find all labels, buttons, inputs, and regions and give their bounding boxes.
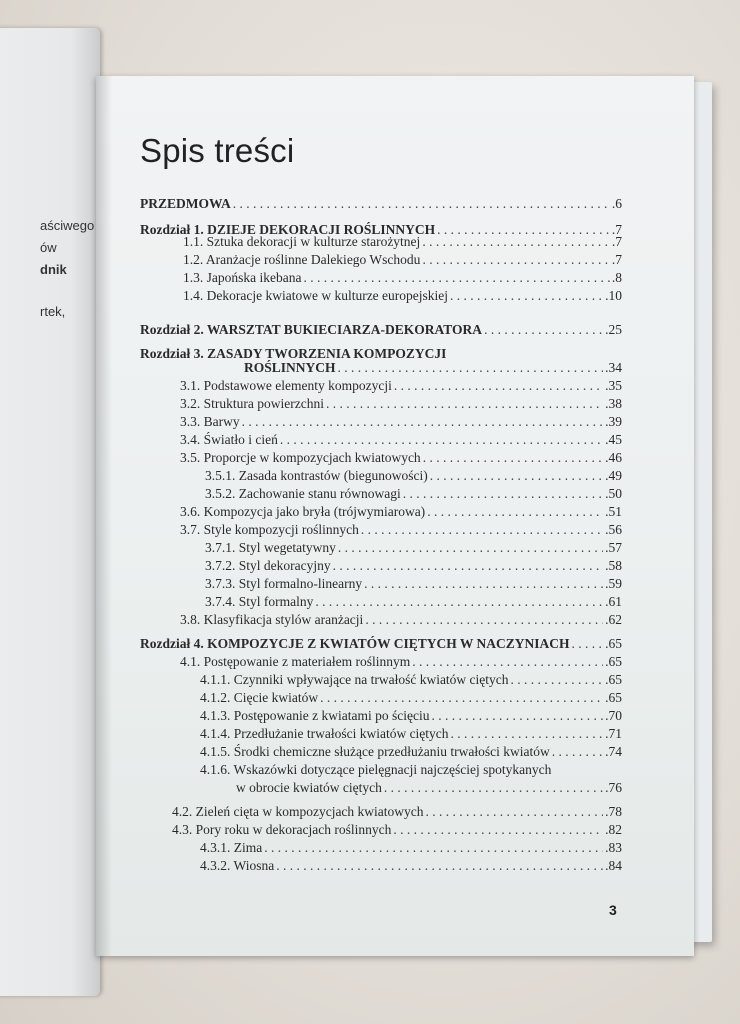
toc-dot-leader bbox=[572, 636, 604, 652]
toc-entry bbox=[200, 858, 622, 874]
toc-entry bbox=[205, 468, 622, 484]
toc-entry-page: .51 bbox=[605, 504, 622, 519]
toc-dot-leader bbox=[320, 690, 603, 706]
toc-entry bbox=[244, 360, 622, 376]
toc-dot-leader bbox=[431, 708, 603, 724]
toc-entry-page: .35 bbox=[605, 378, 622, 393]
toc-entry bbox=[172, 822, 622, 838]
toc-entry-page: .7 bbox=[611, 252, 622, 267]
toc-entry bbox=[200, 708, 622, 724]
toc-dot-leader bbox=[326, 396, 603, 412]
toc-dot-leader bbox=[361, 522, 603, 538]
toc-dot-leader bbox=[412, 654, 603, 670]
toc-entry bbox=[180, 504, 622, 520]
left-page-fragment: dnik bbox=[40, 262, 67, 277]
toc-entry-label: 3.7.4. Styl formalny bbox=[205, 594, 314, 609]
toc-entry-label: PRZEDMOWA bbox=[140, 196, 231, 211]
toc-entry-label: Rozdział 4. KOMPOZYCJE Z KWIATÓW CIĘTYCH W NACZYNIACH bbox=[140, 636, 570, 651]
toc-dot-leader bbox=[451, 726, 604, 742]
left-page-fragment: aściwego bbox=[40, 218, 95, 233]
toc-entry bbox=[180, 378, 622, 394]
toc-dot-leader bbox=[403, 486, 603, 502]
toc-entry-page: .84 bbox=[605, 858, 622, 873]
toc-entry-page: .38 bbox=[605, 396, 622, 411]
toc-entry bbox=[180, 522, 622, 538]
toc-dot-leader bbox=[484, 322, 603, 338]
toc-entry-label: Rozdział 1. DZIEJE DEKORACJI ROŚLINNYCH bbox=[140, 222, 436, 237]
toc-dot-leader bbox=[364, 576, 603, 592]
toc-entry bbox=[200, 672, 622, 688]
toc-entry-page: .6 bbox=[611, 196, 622, 211]
toc-entry-label: w obrocie kwiatów ciętych bbox=[236, 780, 382, 795]
toc-entry-label: 1.2. Aranżacje roślinne Dalekiego Wschodu bbox=[183, 252, 421, 267]
toc-entry bbox=[183, 288, 622, 304]
toc-entry-page: .74 bbox=[605, 744, 622, 759]
toc-dot-leader bbox=[242, 414, 604, 430]
toc-entry-label: 1.4. Dekoracje kwiatowe w kulturze europejskiej bbox=[183, 288, 449, 303]
toc-dot-leader bbox=[333, 558, 604, 574]
left-page-fragment: rtek, bbox=[40, 304, 66, 319]
toc-entry-label: 3.7.1. Styl wegetatywny bbox=[205, 540, 336, 555]
toc-entry-page: .70 bbox=[605, 708, 622, 723]
toc-entry-label: 3.4. Światło i cień bbox=[180, 432, 278, 447]
toc-entry-page: .7 bbox=[611, 234, 622, 249]
toc-dot-leader bbox=[430, 468, 603, 484]
toc-entry-label: 3.7.3. Styl formalno-linearny bbox=[205, 576, 363, 591]
toc-entry-page: .61 bbox=[605, 594, 622, 609]
page-title: Spis treści bbox=[140, 132, 295, 169]
toc-dot-leader bbox=[365, 612, 603, 628]
toc-entry bbox=[172, 804, 622, 820]
toc-dot-leader bbox=[422, 252, 609, 268]
toc-dot-leader bbox=[264, 840, 603, 856]
toc-entry bbox=[180, 450, 622, 466]
page-number: 3 bbox=[609, 902, 617, 918]
toc-entry bbox=[200, 762, 551, 778]
toc-entry-label: 4.3.1. Zima bbox=[200, 840, 263, 855]
toc-entry bbox=[205, 558, 622, 574]
toc-entry-label: Rozdział 3. ZASADY TWORZENIA KOMPOZYCJI bbox=[140, 346, 447, 361]
toc-entry-page: .8 bbox=[611, 270, 622, 285]
toc-dot-leader bbox=[338, 360, 604, 376]
toc-entry-label: 4.1.2. Cięcie kwiatów bbox=[200, 690, 319, 705]
toc-entry-label: 4.1.5. Środki chemiczne służące przedłużaniu trwałości kwiatów bbox=[200, 744, 550, 759]
toc-entry-label: 3.6. Kompozycja jako bryła (trójwymiarowa) bbox=[180, 504, 426, 519]
toc-entry-label: 3.2. Struktura powierzchni bbox=[180, 396, 324, 411]
toc-entry-page: .50 bbox=[605, 486, 622, 501]
toc-entry-page: .34 bbox=[605, 360, 622, 375]
toc-entry-page: .56 bbox=[605, 522, 622, 537]
toc-entry-page: .39 bbox=[605, 414, 622, 429]
toc-entry-label: 3.7.2. Styl dekoracyjny bbox=[205, 558, 331, 573]
toc-entry-label: 3.8. Klasyfikacja stylów aranżacji bbox=[180, 612, 364, 627]
toc-entry-label: 4.1.4. Przedłużanie trwałości kwiatów ciętych bbox=[200, 726, 449, 741]
toc-entry-label: 4.1.1. Czynniki wpływające na trwałość kwiatów ciętych bbox=[200, 672, 509, 687]
toc-entry bbox=[180, 612, 622, 628]
toc-entry-label: 3.7. Style kompozycji roślinnych bbox=[180, 522, 359, 537]
toc-entry bbox=[205, 486, 622, 502]
toc-entry-page: .71 bbox=[605, 726, 622, 741]
toc-dot-leader bbox=[280, 432, 603, 448]
toc-dot-leader bbox=[511, 672, 604, 688]
toc-entry bbox=[140, 636, 622, 652]
toc-entry-label: 1.1. Sztuka dekoracji w kulturze starożytnej bbox=[183, 234, 421, 249]
toc-entry-label: 4.2. Zieleń cięta w kompozycjach kwiatowych bbox=[172, 804, 424, 819]
toc-entry-label: 4.3. Pory roku w dekoracjach roślinnych bbox=[172, 822, 392, 837]
toc-entry-page: .83 bbox=[605, 840, 622, 855]
toc-entry-page: .46 bbox=[605, 450, 622, 465]
toc-dot-leader bbox=[338, 540, 603, 556]
toc-dot-leader bbox=[384, 780, 603, 796]
toc-entry bbox=[180, 432, 622, 448]
toc-entry-label: 4.1.6. Wskazówki dotyczące pielęgnacji najczęściej spotykanych bbox=[200, 762, 552, 777]
toc-entry bbox=[205, 540, 622, 556]
left-page bbox=[0, 28, 100, 996]
toc-entry-label: Rozdział 2. WARSZTAT BUKIECIARZA-DEKORATORA bbox=[140, 322, 483, 337]
toc-entry bbox=[200, 726, 622, 742]
toc-entry bbox=[140, 196, 622, 212]
toc-dot-leader bbox=[427, 504, 603, 520]
toc-entry-label: 4.3.2. Wiosna bbox=[200, 858, 275, 873]
toc-dot-leader bbox=[276, 858, 603, 874]
toc-entry bbox=[180, 654, 622, 670]
toc-entry-page: .45 bbox=[605, 432, 622, 447]
toc-entry-page: .78 bbox=[605, 804, 622, 819]
toc-entry bbox=[180, 396, 622, 412]
toc-entry-page: .58 bbox=[605, 558, 622, 573]
toc-dot-leader bbox=[233, 196, 610, 212]
toc-entry-page: .57 bbox=[605, 540, 622, 555]
toc-entry-label: 3.5.2. Zachowanie stanu równowagi bbox=[205, 486, 401, 501]
toc-entry-page: .7 bbox=[611, 222, 622, 237]
toc-entry-label: 4.1.3. Postępowanie z kwiatami po ścięciu bbox=[200, 708, 430, 723]
toc-entry-label: 4.1. Postępowanie z materiałem roślinnym bbox=[180, 654, 411, 669]
toc-entry bbox=[183, 252, 622, 268]
toc-dot-leader bbox=[315, 594, 603, 610]
toc-entry-label: 3.5.1. Zasada kontrastów (biegunowości) bbox=[205, 468, 428, 483]
toc-entry bbox=[183, 270, 622, 286]
toc-dot-leader bbox=[393, 822, 603, 838]
toc-entry bbox=[200, 690, 622, 706]
toc-entry-page: .25 bbox=[605, 322, 622, 337]
toc-entry-page: .65 bbox=[605, 690, 622, 705]
toc-dot-leader bbox=[303, 270, 609, 286]
toc-entry bbox=[140, 322, 622, 338]
toc-entry bbox=[236, 780, 622, 796]
toc-dot-leader bbox=[422, 234, 610, 250]
toc-entry bbox=[180, 414, 622, 430]
toc-entry-label: ROŚLINNYCH bbox=[244, 360, 336, 375]
toc-entry-label: 3.5. Proporcje w kompozycjach kwiatowych bbox=[180, 450, 421, 465]
toc-entry bbox=[183, 234, 622, 250]
toc-entry-page: .65 bbox=[605, 672, 622, 687]
toc-entry-page: .49 bbox=[605, 468, 622, 483]
toc-entry-label: 1.3. Japońska ikebana bbox=[183, 270, 302, 285]
toc-dot-leader bbox=[394, 378, 603, 394]
toc-entry-page: .65 bbox=[605, 654, 622, 669]
spine-shadow bbox=[96, 76, 112, 956]
toc-dot-leader bbox=[552, 744, 603, 760]
toc-entry-label: 3.3. Barwy bbox=[180, 414, 240, 429]
toc-dot-leader bbox=[450, 288, 603, 304]
toc-entry bbox=[205, 576, 622, 592]
toc-entry-page: .10 bbox=[605, 288, 622, 303]
toc-entry bbox=[200, 840, 622, 856]
toc-entry-label: 3.1. Podstawowe elementy kompozycji bbox=[180, 378, 392, 393]
toc-dot-leader bbox=[423, 450, 603, 466]
toc-entry-page: .59 bbox=[605, 576, 622, 591]
toc-dot-leader bbox=[426, 804, 604, 820]
toc-entry-page: .62 bbox=[605, 612, 622, 627]
left-page-fragment: ów bbox=[40, 240, 57, 255]
toc-entry bbox=[200, 744, 622, 760]
toc-entry-page: .76 bbox=[605, 780, 622, 795]
toc-entry-page: .65 bbox=[605, 636, 622, 651]
toc-entry bbox=[205, 594, 622, 610]
toc-entry-page: .82 bbox=[605, 822, 622, 837]
